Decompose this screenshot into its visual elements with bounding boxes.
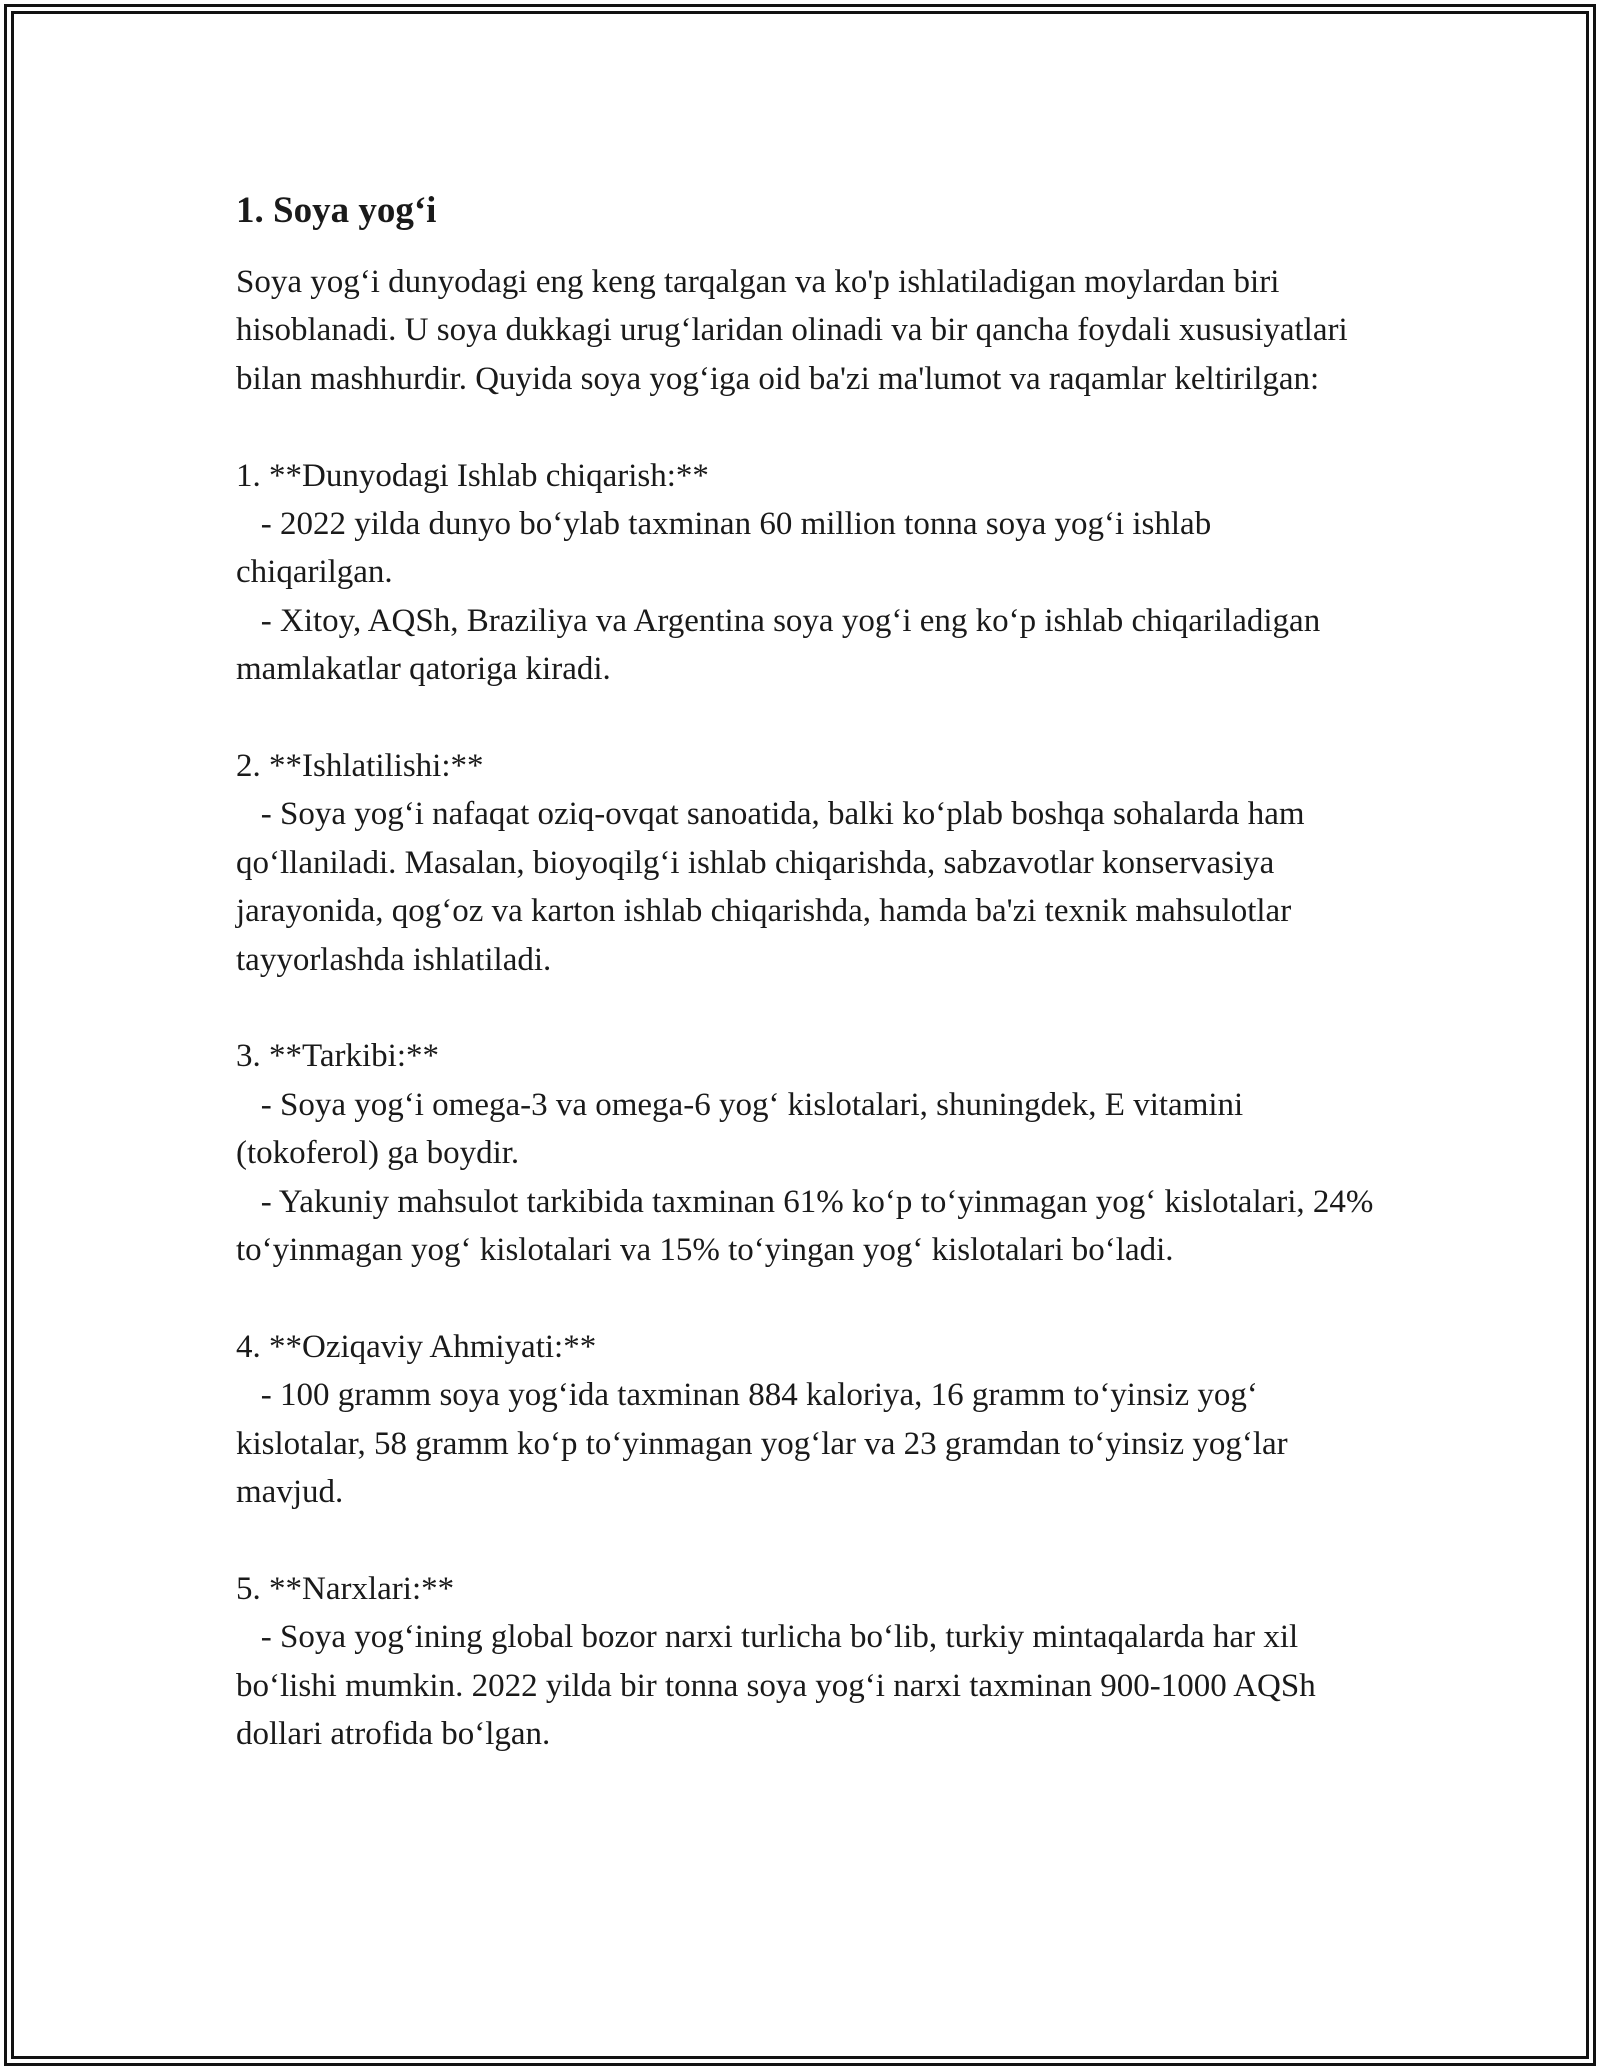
bullet-item: - Yakuniy mahsulot tarkibida taxminan 61% ko‘p to‘yinmagan yog‘ kislotalari, 24% to‘yinmagan yog‘ kislotalari va 15% to‘yingan yog‘ kislotalari bo‘ladi. [236, 1183, 1382, 1269]
section-1 [236, 452, 1376, 694]
section-heading: 4. **Oziqaviy Ahmiyati:** [236, 1328, 597, 1365]
section-3 [236, 1032, 1382, 1274]
section-4 [236, 1323, 1376, 1517]
section-heading: 3. **Tarkibi:** [236, 1038, 439, 1075]
section-2 [236, 742, 1376, 984]
bullet-item: - Xitoy, AQSh, Braziliya va Argentina soya yog‘i eng ko‘p ishlab chiqariladigan mamlakatlar qatoriga kiradi. [236, 602, 1329, 688]
section-heading: 5. **Narxlari:** [236, 1570, 455, 1607]
section-5 [236, 1565, 1376, 1759]
intro-paragraph: Soya yog‘i dunyodagi eng keng tarqalgan va ko'p ishlatiladigan moylardan biri hisoblanadi. U soya dukkagi urug‘laridan olinadi va bir qancha foydali xususiyatlari bilan mashhurdir. Quyida soya yog‘iga oid ba'zi ma'lumot va raqamlar keltirilgan: [236, 264, 1356, 397]
bullet-item: - 100 gramm soya yog‘ida taxminan 884 kaloriya, 16 gramm to‘yinsiz yog‘ kislotalar, 58 gramm ko‘p to‘yinmagan yog‘lar va 23 gramdan to‘yinsiz yog‘lar mavjud. [236, 1377, 1296, 1511]
bullet-item: - 2022 yilda dunyo bo‘ylab taxminan 60 million tonna soya yog‘i ishlab chiqarilgan. [236, 506, 1220, 591]
bullet-item: - Soya yog‘i nafaqat oziq-ovqat sanoatida, balki ko‘plab boshqa sohalarda ham qo‘llaniladi. Masalan, bioyoqilg‘i ishlab chiqarishda, sabzavotlar konservasiya jarayonida, qog‘oz va karton ishlab chiqarishda, hamda ba'zi texnik mahsulotlar tayyorlashda ishlatiladi. [236, 796, 1313, 978]
document-body [236, 188, 1382, 1759]
document-title: 1. Soya yog‘i [236, 190, 437, 231]
section-heading: 1. **Dunyodagi Ishlab chiqarish:** [236, 457, 709, 494]
bullet-item: - Soya yog‘i omega-3 va omega-6 yog‘ kislotalari, shuningdek, E vitamini (tokoferol) ga boydir. [236, 1086, 1252, 1172]
bullet-item: - Soya yog‘ining global bozor narxi turlicha bo‘lib, turkiy mintaqalarda har xil bo‘lishi mumkin. 2022 yilda bir tonna soya yog‘i narxi taxminan 900-1000 AQSh dollari atrofida bo‘lgan. [236, 1619, 1324, 1753]
section-heading: 2. **Ishlatilishi:** [236, 748, 484, 785]
